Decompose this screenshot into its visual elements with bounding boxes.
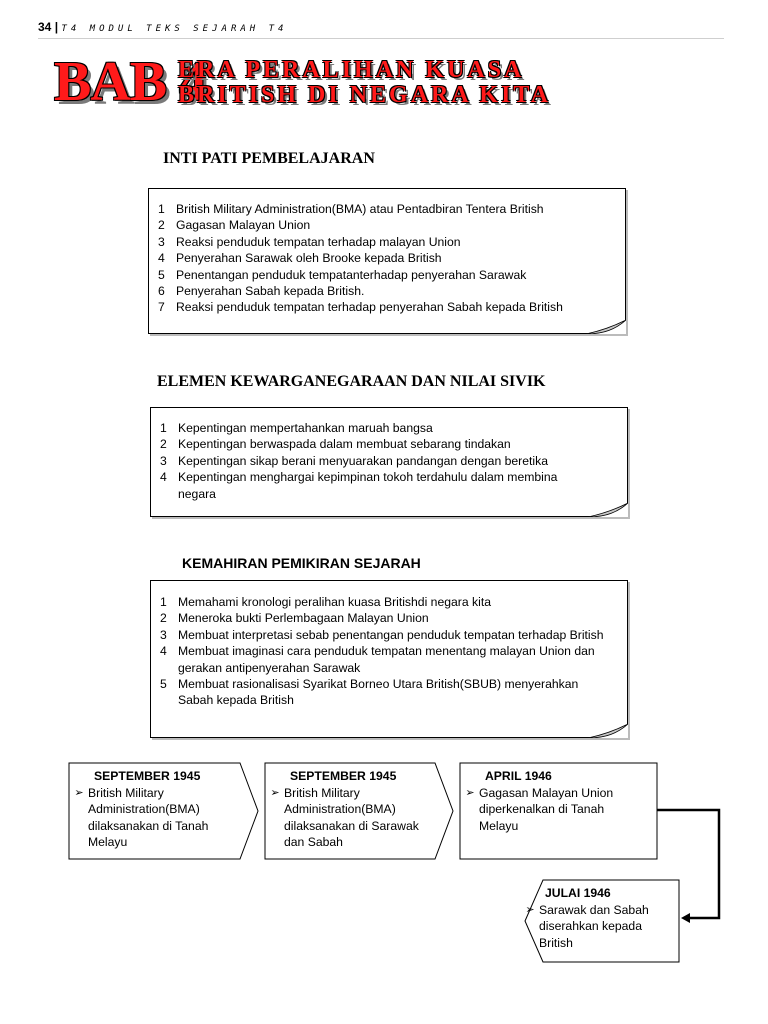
timeline-entry bbox=[521, 902, 671, 952]
item-number: 4 bbox=[160, 470, 167, 485]
item-number: 2 bbox=[160, 611, 167, 626]
chapter-title-line1: ERA PERALIHAN KUASA bbox=[178, 57, 525, 83]
item-number: 3 bbox=[160, 627, 167, 642]
item-text: Penyerahan Sabah kepada British. bbox=[176, 284, 365, 299]
timeline-item-1 bbox=[70, 768, 238, 851]
timeline-date: SEPTEMBER 1945 bbox=[290, 769, 397, 783]
item-text: Meneroka bukti Perlembagaan Malayan Union bbox=[178, 611, 429, 626]
arrow-head-icon bbox=[681, 913, 690, 923]
timeline-entry bbox=[70, 785, 238, 851]
chapter-label: BAB 4 bbox=[54, 51, 207, 113]
item-text: Reaksi penduduk tempatan terhadap penyerahan Sabah kepada British bbox=[176, 300, 563, 315]
arrow-bullet-icon: ➢ bbox=[74, 786, 84, 799]
item-text: Penyerahan Sarawak oleh Brooke kepada British bbox=[176, 251, 442, 266]
running-title: T4 MODUL TEKS SEJARAH T4 bbox=[61, 24, 288, 34]
arrow-bullet-icon: ➢ bbox=[525, 903, 535, 916]
chapter-title-line2: BRITISH DI NEGARA KITA bbox=[178, 82, 551, 108]
item-number: 3 bbox=[160, 453, 167, 468]
item-text: Membuat rasionalisasi Syarikat Borneo Utara British(SBUB) menyerahkan Sabah kepada British bbox=[178, 677, 579, 708]
item-text: Kepentingan mempertahankan maruah bangsa bbox=[178, 421, 433, 435]
timeline-item-2 bbox=[266, 768, 434, 851]
section-heading-elemen: ELEMEN KEWARGANEGARAAN DAN NILAI SIVIK bbox=[157, 373, 546, 390]
section-heading-kemahiran: KEMAHIRAN PEMIKIRAN SEJARAH bbox=[182, 555, 421, 571]
arrow-bullet-icon: ➢ bbox=[270, 786, 280, 799]
arrow-bullet-icon: ➢ bbox=[465, 786, 475, 799]
timeline-entry bbox=[461, 785, 653, 835]
item-number: 1 bbox=[158, 202, 165, 216]
timeline-item-3 bbox=[461, 768, 653, 834]
item-text: Kepentingan berwaspada dalam membuat sebarang tindakan bbox=[178, 437, 511, 452]
item-number: 4 bbox=[158, 251, 165, 266]
item-text: Membuat interpretasi sebab penentangan penduduk tempatan terhadap British bbox=[178, 627, 604, 642]
item-text: Penentangan penduduk tempatanterhadap penyerahan Sarawak bbox=[176, 267, 527, 282]
item-number: 5 bbox=[158, 267, 165, 282]
timeline-date: SEPTEMBER 1945 bbox=[94, 769, 201, 783]
item-text: Kepentingan menghargai kepimpinan tokoh terdahulu dalam membina negara bbox=[178, 470, 558, 501]
timeline-text: British Military Administration(BMA) dilaksanakan di Sarawak dan Sabah bbox=[284, 785, 419, 849]
item-number: 4 bbox=[160, 644, 167, 659]
item-number: 2 bbox=[160, 437, 167, 452]
item-text: Gagasan Malayan Union bbox=[176, 218, 311, 233]
item-number: 2 bbox=[158, 218, 165, 233]
item-text: British Military Administration(BMA) atau Pentadbiran Tentera British bbox=[176, 202, 544, 216]
item-number: 3 bbox=[158, 234, 165, 249]
item-number: 5 bbox=[160, 677, 167, 692]
timeline-item-4 bbox=[521, 885, 671, 951]
timeline-text: British Military Administration(BMA) dilaksanakan di Tanah Melayu bbox=[88, 785, 209, 849]
item-number: 7 bbox=[158, 300, 165, 315]
item-number: 1 bbox=[160, 595, 167, 609]
timeline-text: Gagasan Malayan Union diperkenalkan di Tanah Melayu bbox=[479, 785, 614, 833]
item-text: Kepentingan sikap berani menyuarakan pandangan dengan beretika bbox=[178, 453, 548, 468]
timeline-date: JULAI 1946 bbox=[545, 886, 611, 900]
item-number: 1 bbox=[160, 421, 167, 435]
page-number: 34 bbox=[38, 20, 52, 34]
section-heading-inti-pati: INTI PATI PEMBELAJARAN bbox=[163, 150, 375, 167]
item-number: 6 bbox=[158, 284, 165, 299]
header-separator: | bbox=[54, 20, 59, 34]
item-text: Membuat imaginasi cara penduduk tempatan menentang malayan Union dan gerakan antipenyerahan Sarawak bbox=[178, 644, 595, 675]
timeline-text: Sarawak dan Sabah diserahkan kepada British bbox=[539, 902, 649, 950]
timeline-date: APRIL 1946 bbox=[485, 769, 552, 783]
item-text: Reaksi penduduk tempatan terhadap malayan Union bbox=[176, 234, 461, 249]
timeline-entry bbox=[266, 785, 434, 851]
item-text: Memahami kronologi peralihan kuasa Britishdi negara kita bbox=[178, 595, 491, 609]
